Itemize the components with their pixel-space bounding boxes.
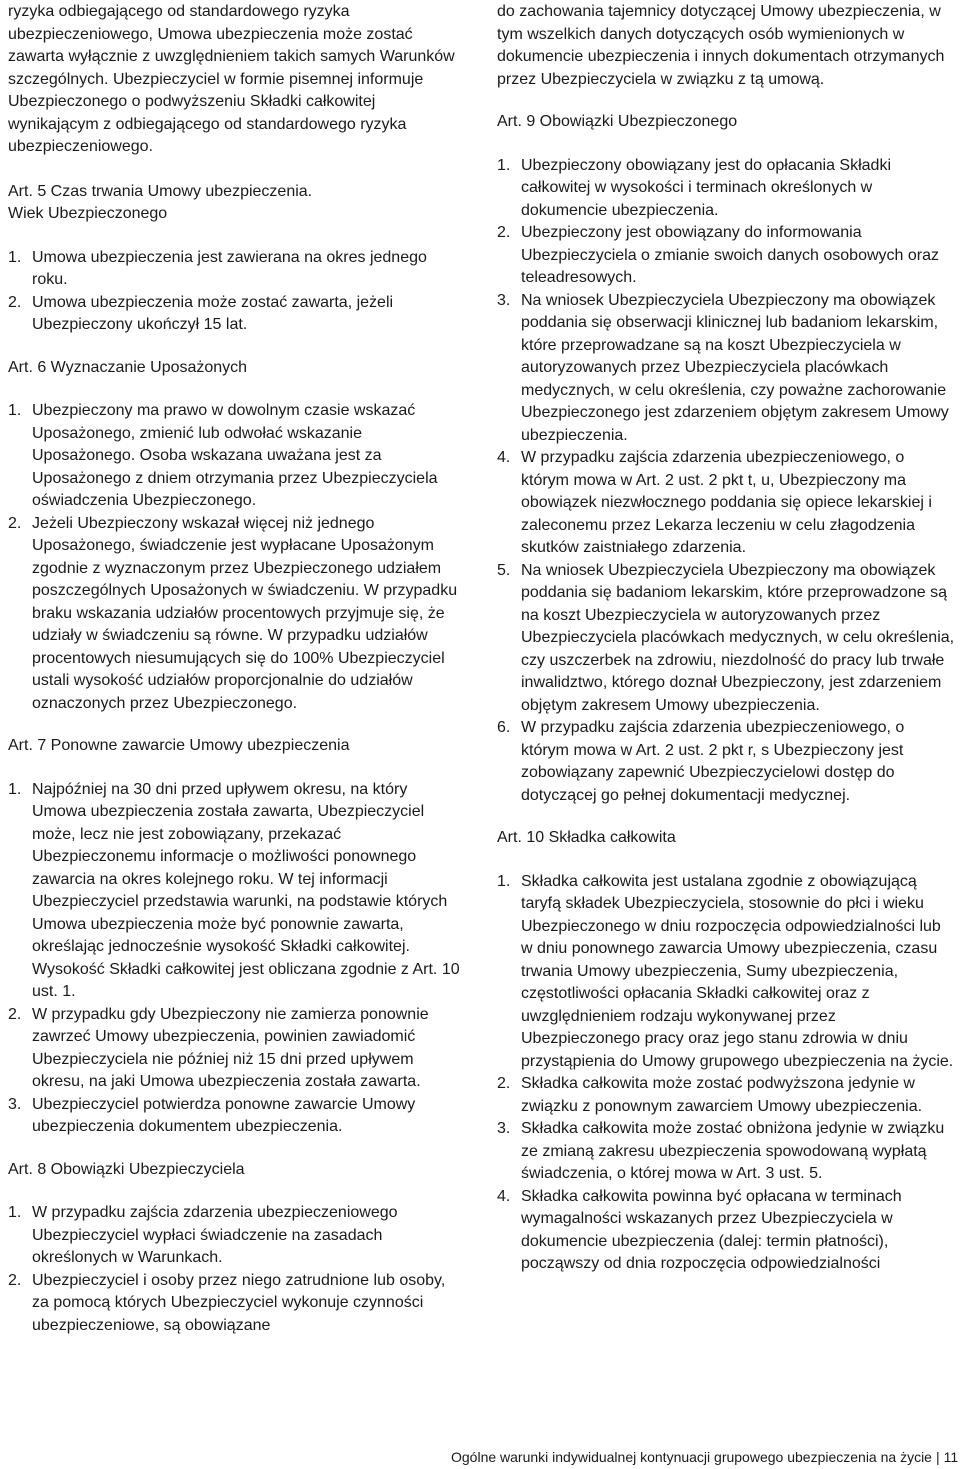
list-item: 1. Najpóźniej na 30 dni przed upływem okresu, na który Umowa ubezpieczenia została zawarta, Ubezpieczyciel może, lecz nie jest zobowiązany, przekazać Ubezpieczonemu informacje o możliwości ponownego zawarcia na okres kolejnego roku. W tej informacji Ubezpieczyciel przedstawia warunki, na podstawie których Umowa ubezpieczenia może być ponownie zawarta, określając jednocześnie wysokość Składki całkowitej. Wysokość Składki całkowitej jest obliczana zgodnie z Art. 10 ust. 1. [8,780,460,1000]
art7-list [8,779,463,1139]
art7-heading: Art. 7 Ponowne zawarcie Umowy ubezpieczenia [8,737,350,754]
art5-title-line2: Wiek Ubezpieczonego [8,205,168,222]
footer-separator: | [935,1449,940,1465]
art10-list [497,871,955,1276]
list-item: 2. W przypadku gdy Ubezpieczony nie zamierza ponownie zawrzeć Umowy ubezpieczenia, powinien zawiadomić Ubezpieczyciela nie później niż 15 dni przed upływem okresu, na jaki Umowa ubezpieczenia została zawarta. [8,1005,429,1090]
list-item: 1. Ubezpieczony obowiązany jest do opłacania Składki całkowitej w wysokości i terminach określonych w dokumencie ubezpieczenia. [497,156,891,219]
list-item: 2. Ubezpieczyciel i osoby przez niego zatrudnione lub osoby, za pomocą których Ubezpieczyciel wykonuje czynności ubezpieczeniowe, są obowiązane [8,1271,446,1334]
right-column [497,1,955,1276]
list-item: 1. W przypadku zajścia zdarzenia ubezpieczeniowego Ubezpieczyciel wypłaci świadczenie na zasadach określonych w Warunkach. [8,1204,398,1266]
continued-paragraph: do zachowania tajemnicy dotyczącej Umowy ubezpieczenia, w tym wszelkich danych dotyczących osób wymienionych w dokumencie ubezpieczenia i innych dokumentach otrzymanych przez Ubezpieczyciela w związku z tą umową. [497,3,945,88]
list-item: 1. Ubezpieczony ma prawo w dowolnym czasie wskazać Uposażonego, zmienić lub odwołać wskazanie Uposażonego. Osoba wskazana uważana jest za Uposażonego z dniem otrzymania przez Ubezpieczyciela oświadczenia Ubezpieczonego. [8,402,438,509]
list-item: 2. Jeżeli Ubezpieczony wskazał więcej niż jednego Uposażonego, świadczenie jest wypłacane Uposażonym zgodnie z wyznaczonym przez Ubezpieczonego udziałem poszczególnych Uposażonych w świadczeniu. W przypadku braku wskazania udziałów procentowych przyjmuje się, że udziały w świadczeniu są równe. W przypadku udziałów procentowych niesumujących się do 100% Ubezpieczyciel ustali wysokość udziałów proporcjonalnie do udziałów oznaczonych przez Ubezpieczonego. [8,514,458,712]
art5-list [8,247,463,337]
list-item: 6. W przypadku zajścia zdarzenia ubezpieczeniowego, o którym mowa w Art. 2 ust. 2 pkt r, s Ubezpieczony jest zobowiązany zapewnić Ubezpieczycielowi dostęp do dotyczącej go pełnej dokumentacji medycznej. [497,719,905,804]
art5-title-line1: Art. 5 Czas trwania Umowy ubezpieczenia. [8,182,313,200]
list-item: 1. Umowa ubezpieczenia jest zawierana na okres jednego roku. [8,248,427,288]
list-item: 3. Składka całkowita może zostać obniżona jedynie w związku ze zmianą zakresu ubezpieczenia spowodowaną wypłatą świadczenia, o której mowa w Art. 3 ust. 5. [497,1120,945,1182]
page-footer [451,1448,959,1466]
art8-list [8,1202,463,1337]
list-item: 4. Składka całkowita powinna być opłacana w terminach wymagalności wskazanych przez Ubezpieczyciela w dokumencie ubezpieczenia (dalej: termin płatności), począwszy od dnia rozpoczęcia odpowiedzialności [497,1187,902,1272]
art9-list [497,155,955,808]
list-item: 3. Ubezpieczyciel potwierdza ponowne zawarcie Umowy ubezpieczenia dokumentem ubezpieczenia. [8,1095,416,1135]
art5-heading [8,181,463,226]
list-item: 2. Umowa ubezpieczenia może zostać zawarta, jeżeli Ubezpieczony ukończył 15 lat. [8,293,394,333]
list-item: 2. Ubezpieczony jest obowiązany do informowania Ubezpieczyciela o zmianie swoich danych osobowych oraz teleadresowych. [497,224,939,286]
footer-title: Ogólne warunki indywidualnej kontynuacji grupowego ubezpieczenia na życie [451,1449,932,1465]
list-item: 4. W przypadku zajścia zdarzenia ubezpieczeniowego, o którym mowa w Art. 2 ust. 2 pkt t, u, Ubezpieczony ma obowiązek niezwłocznego poddania się opiece lekarskiej i zaleconemu przez Lekarza leczeniu w celu złagodzenia skutków zaistniałego zdarzenia. [497,449,932,556]
page-number: 11 [943,1449,959,1465]
art10-heading: Art. 10 Składka całkowita [497,829,676,846]
left-column [8,1,463,1337]
art8-heading: Art. 8 Obowiązki Ubezpieczyciela [8,1160,245,1178]
list-item: 2. Składka całkowita może zostać podwyższona jedynie w związku z ponownym zawarciem Umowy ubezpieczenia. [497,1075,923,1115]
list-item: 1. Składka całkowita jest ustalana zgodnie z obowiązującą taryfą składek Ubezpieczyciela, stosownie do płci i wieku Ubezpieczonego w dniu rozpoczęcia odpowiedzialności lub w dniu ponownego zawarcia Umowy ubezpieczenia, czasu trwania Umowy ubezpieczenia, Sumy ubezpieczenia, częstotliwości opłacania Składki całkowitej oraz z uwzględnieniem rodzaju wykonywanej przez Ubezpieczonego pracy oraz jego stanu zdrowia w dniu przystąpienia do Umowy grupowego ubezpieczenia na życie. [497,872,954,1070]
art9-heading: Art. 9 Obowiązki Ubezpieczonego [497,113,738,130]
list-item: 3. Na wniosek Ubezpieczyciela Ubezpieczony ma obowiązek poddania się obserwacji klinicznej lub badaniom lekarskim, które przeprowadzane są na koszt Ubezpieczyciela w autoryzowanych przez Ubezpieczyciela placówkach medycznych, w celu określenia, czy poważne zachorowanie Ubezpieczonego jest zdarzeniem objętym zakresem Umowy ubezpieczenia. [497,291,949,444]
continued-paragraph: ryzyka odbiegającego od standardowego ryzyka ubezpieczeniowego, Umowa ubezpieczenia może zostać zawarta wyłącznie z uwzględnieniem takich samych Warunków szczególnych. Ubezpieczyciel w formie pisemnej informuje Ubezpieczonego o podwyższeniu Składki całkowitej wynikającym z odbiegającego od standardowego ryzyka ubezpieczeniowego. [8,3,455,155]
art6-heading: Art. 6 Wyznaczanie Uposażonych [8,358,248,376]
art6-list [8,400,463,715]
list-item: 5. Na wniosek Ubezpieczyciela Ubezpieczony ma obowiązek poddania się badaniom lekarskim, które przeprowadzone są na koszt Ubezpieczyciela w autoryzowanych przez Ubezpieczyciela placówkach medycznych, w celu określenia, czy uszczerbek na zdrowiu, niezdolność do pracy lub trwałe inwalidztwo, którego doznał Ubezpieczony, jest zdarzeniem objętym zakresem Umowy ubezpieczenia. [497,561,955,714]
